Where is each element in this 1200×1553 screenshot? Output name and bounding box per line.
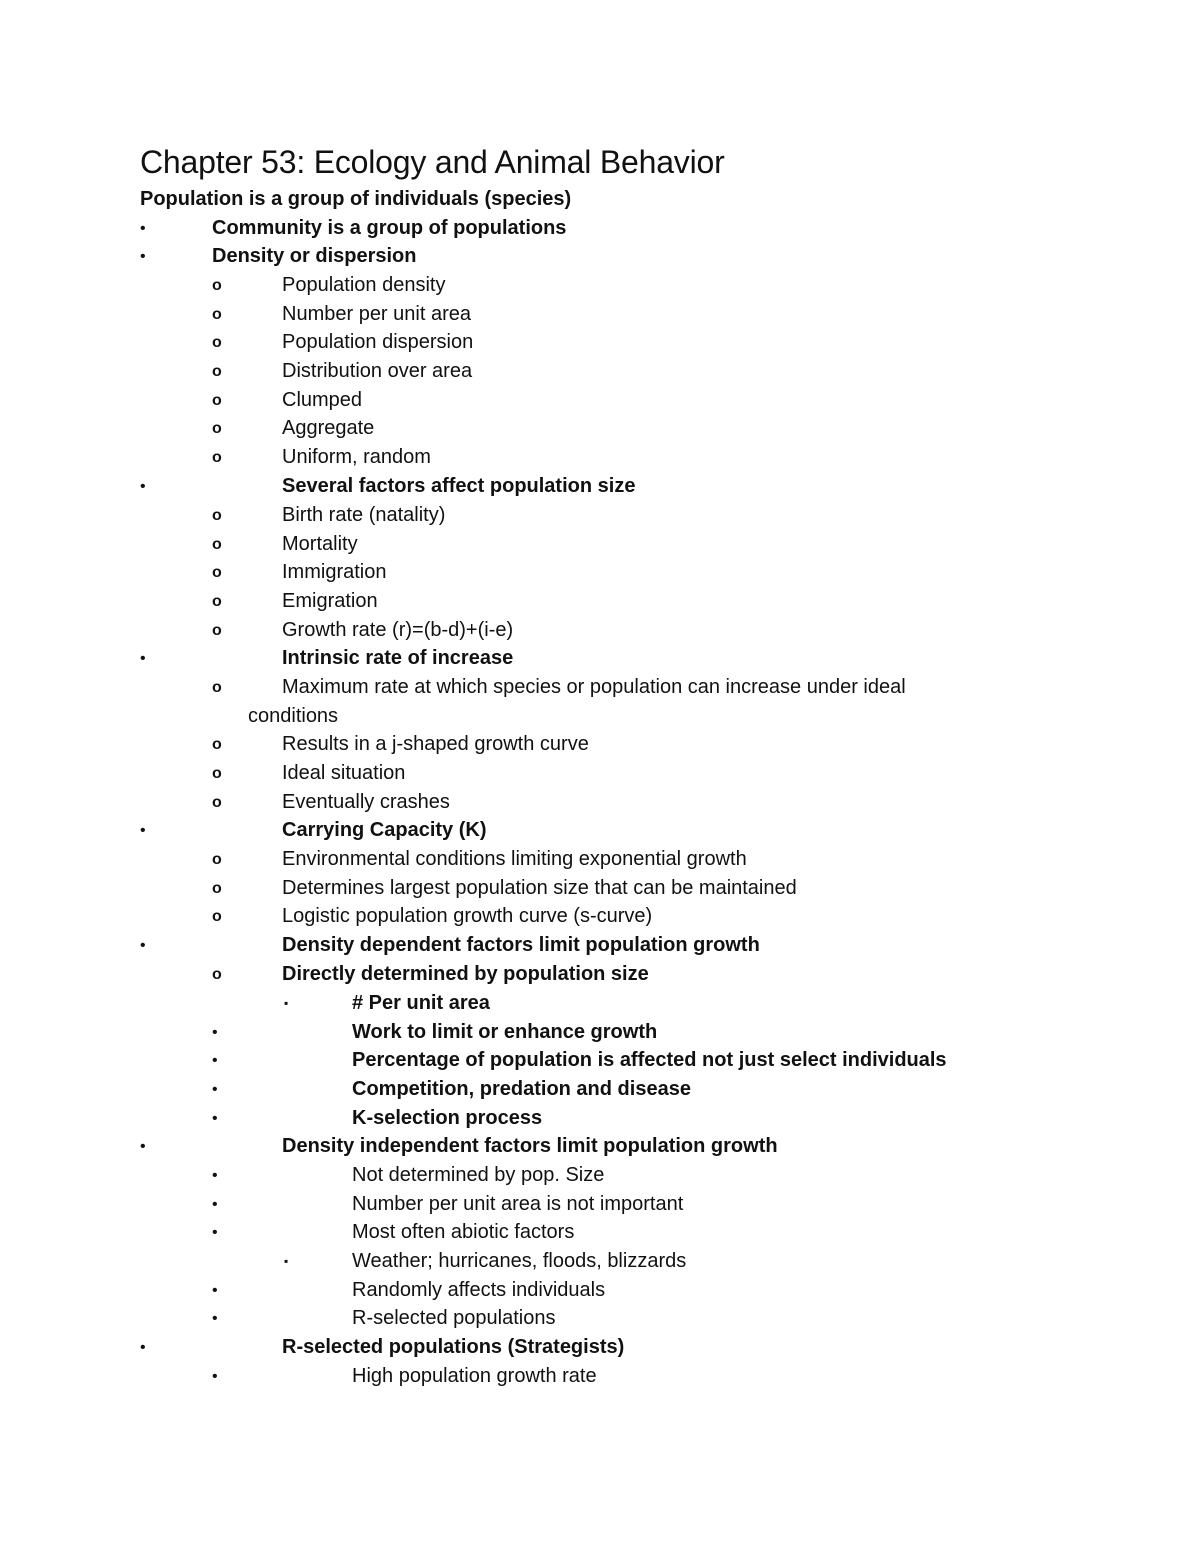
list-item-text: Aggregate bbox=[282, 417, 375, 439]
list-item-text: Mortality bbox=[282, 533, 358, 555]
bullet-icon: • bbox=[212, 1052, 218, 1069]
list-item-text: Number per unit area is not important bbox=[352, 1193, 684, 1215]
circle-bullet-icon: o bbox=[212, 622, 222, 639]
bullet-icon: • bbox=[140, 937, 146, 954]
list-item-text: R-selected populations bbox=[352, 1307, 556, 1329]
circle-bullet-icon: o bbox=[212, 392, 222, 409]
list-item bbox=[0, 759, 1200, 788]
circle-bullet-icon: o bbox=[212, 564, 222, 581]
bullet-icon: • bbox=[212, 1024, 218, 1041]
list-item bbox=[0, 1104, 1200, 1133]
circle-bullet-icon: o bbox=[212, 449, 222, 466]
list-item bbox=[0, 1218, 1200, 1247]
list-item bbox=[0, 1132, 1200, 1161]
circle-bullet-icon: o bbox=[212, 363, 222, 380]
list-item-text: Logistic population growth curve (s-curve) bbox=[282, 905, 653, 927]
list-item-text: Density independent factors limit population growth bbox=[282, 1135, 778, 1157]
list-item-text: Uniform, random bbox=[282, 446, 431, 468]
square-bullet-icon: ▪ bbox=[284, 996, 289, 1010]
list-item bbox=[0, 214, 1200, 243]
bullet-icon: • bbox=[212, 1167, 218, 1184]
list-item bbox=[0, 558, 1200, 587]
list-item-text: Birth rate (natality) bbox=[282, 504, 446, 526]
list-item bbox=[0, 300, 1200, 329]
bullet-icon: • bbox=[212, 1224, 218, 1241]
list-item bbox=[0, 472, 1200, 501]
list-item-text: # Per unit area bbox=[352, 992, 490, 1014]
list-item bbox=[0, 1046, 1200, 1075]
list-item-text: Community is a group of populations bbox=[212, 217, 567, 239]
list-item-text: Percentage of population is affected not just select individuals bbox=[352, 1049, 947, 1071]
list-item-text: Weather; hurricanes, floods, blizzards bbox=[352, 1250, 687, 1272]
list-item-text: Growth rate (r)=(b-d)+(i-e) bbox=[282, 619, 514, 641]
list-item bbox=[0, 845, 1200, 874]
list-item-text: Competition, predation and disease bbox=[352, 1078, 691, 1100]
list-item-text: Population density bbox=[282, 274, 446, 296]
list-item bbox=[0, 960, 1200, 989]
list-item bbox=[0, 1190, 1200, 1219]
bullet-icon: • bbox=[212, 1110, 218, 1127]
list-item bbox=[0, 1276, 1200, 1305]
list-item-text: Clumped bbox=[282, 389, 363, 411]
circle-bullet-icon: o bbox=[212, 593, 222, 610]
list-item bbox=[0, 414, 1200, 443]
list-item-text: High population growth rate bbox=[352, 1365, 597, 1387]
list-item bbox=[0, 1161, 1200, 1190]
list-item-text: Immigration bbox=[282, 561, 387, 583]
list-item-text: Directly determined by population size bbox=[282, 963, 649, 985]
page-title: Chapter 53: Ecology and Animal Behavior bbox=[140, 144, 725, 180]
list-item bbox=[0, 1018, 1200, 1047]
list-item bbox=[0, 902, 1200, 931]
list-item-text: Several factors affect population size bbox=[282, 475, 636, 497]
bullet-icon: • bbox=[140, 478, 146, 495]
list-item bbox=[0, 1362, 1200, 1391]
circle-bullet-icon: o bbox=[212, 334, 222, 351]
list-item bbox=[0, 271, 1200, 300]
list-item bbox=[0, 530, 1200, 559]
list-item-text: Carrying Capacity (K) bbox=[282, 819, 487, 841]
list-item-text: Results in a j-shaped growth curve bbox=[282, 733, 589, 755]
circle-bullet-icon: o bbox=[212, 420, 222, 437]
bullet-icon: • bbox=[140, 650, 146, 667]
list-item bbox=[0, 788, 1200, 817]
list-item-text: Ideal situation bbox=[282, 762, 406, 784]
list-item-continuation: conditions bbox=[248, 705, 339, 727]
section-heading: Population is a group of individuals (species) bbox=[140, 188, 572, 210]
list-item-text: Number per unit area bbox=[282, 303, 471, 325]
list-item-text: R-selected populations (Strategists) bbox=[282, 1336, 625, 1358]
bullet-icon: • bbox=[140, 220, 146, 237]
circle-bullet-icon: o bbox=[212, 851, 222, 868]
list-item bbox=[0, 616, 1200, 645]
list-item-text: Population dispersion bbox=[282, 331, 474, 353]
circle-bullet-icon: o bbox=[212, 507, 222, 524]
list-item-text: Not determined by pop. Size bbox=[352, 1164, 605, 1186]
list-item-text: Emigration bbox=[282, 590, 378, 612]
bullet-icon: • bbox=[140, 1339, 146, 1356]
bullet-icon: • bbox=[212, 1368, 218, 1385]
circle-bullet-icon: o bbox=[212, 306, 222, 323]
list-item-text: Eventually crashes bbox=[282, 791, 450, 813]
list-item bbox=[0, 501, 1200, 530]
list-item-text: Intrinsic rate of increase bbox=[282, 647, 514, 669]
list-item bbox=[0, 242, 1200, 271]
circle-bullet-icon: o bbox=[212, 736, 222, 753]
list-item bbox=[0, 816, 1200, 845]
list-item bbox=[0, 874, 1200, 903]
list-item bbox=[0, 328, 1200, 357]
list-item bbox=[0, 386, 1200, 415]
list-item-text: Determines largest population size that can be maintained bbox=[282, 877, 797, 899]
list-item bbox=[0, 931, 1200, 960]
list-item bbox=[0, 443, 1200, 472]
bullet-icon: • bbox=[212, 1310, 218, 1327]
circle-bullet-icon: o bbox=[212, 536, 222, 553]
circle-bullet-icon: o bbox=[212, 794, 222, 811]
list-item-text: Work to limit or enhance growth bbox=[352, 1021, 658, 1043]
bullet-icon: • bbox=[140, 248, 146, 265]
list-item bbox=[0, 1247, 1200, 1276]
circle-bullet-icon: o bbox=[212, 966, 222, 983]
list-item-text: Density or dispersion bbox=[212, 245, 417, 267]
list-item-text: K-selection process bbox=[352, 1107, 543, 1129]
list-item-text: Density dependent factors limit population growth bbox=[282, 934, 760, 956]
list-item bbox=[0, 1333, 1200, 1362]
list-item bbox=[0, 644, 1200, 673]
list-item-text: Most often abiotic factors bbox=[352, 1221, 575, 1243]
list-item bbox=[0, 1304, 1200, 1333]
list-item bbox=[0, 989, 1200, 1018]
bullet-icon: • bbox=[212, 1282, 218, 1299]
bullet-icon: • bbox=[140, 822, 146, 839]
square-bullet-icon: ▪ bbox=[284, 1254, 289, 1268]
bullet-icon: • bbox=[140, 1138, 146, 1155]
circle-bullet-icon: o bbox=[212, 908, 222, 925]
list-item bbox=[0, 357, 1200, 386]
circle-bullet-icon: o bbox=[212, 679, 222, 696]
list-item bbox=[0, 730, 1200, 759]
list-item bbox=[0, 587, 1200, 616]
list-item bbox=[0, 1075, 1200, 1104]
circle-bullet-icon: o bbox=[212, 277, 222, 294]
list-item bbox=[0, 673, 1200, 702]
list-item-text: Randomly affects individuals bbox=[352, 1279, 606, 1301]
list-item-text: Maximum rate at which species or population can increase under ideal bbox=[282, 676, 906, 698]
circle-bullet-icon: o bbox=[212, 765, 222, 782]
circle-bullet-icon: o bbox=[212, 880, 222, 897]
bullet-icon: • bbox=[212, 1196, 218, 1213]
list-item-text: Distribution over area bbox=[282, 360, 473, 382]
bullet-icon: • bbox=[212, 1081, 218, 1098]
list-item-text: Environmental conditions limiting exponential growth bbox=[282, 848, 747, 870]
